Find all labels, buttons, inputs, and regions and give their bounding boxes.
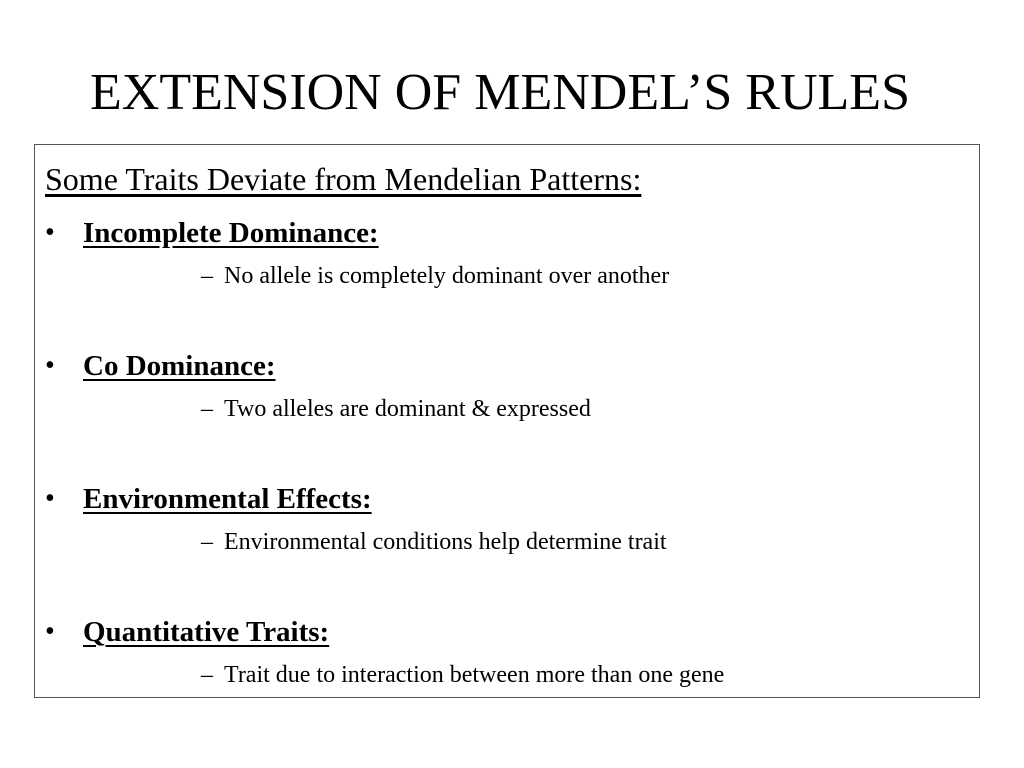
dash-icon: – <box>201 396 213 422</box>
bullet-label: Co Dominance: <box>83 350 276 382</box>
bullet-icon: • <box>45 616 55 647</box>
section-subtitle: Some Traits Deviate from Mendelian Patterns: <box>45 161 642 197</box>
sub-bullet-text: Two alleles are dominant & expressed <box>224 396 591 422</box>
sub-bullet-text: Environmental conditions help determine trait <box>224 529 667 555</box>
sub-bullet-text: No allele is completely dominant over another <box>224 263 670 289</box>
content-box <box>34 144 980 698</box>
sub-bullet-text: Trait due to interaction between more than one gene <box>224 662 725 688</box>
bullet-icon: • <box>45 350 55 381</box>
bullet-label: Incomplete Dominance: <box>83 217 379 249</box>
bullet-label: Quantitative Traits: <box>83 616 330 648</box>
dash-icon: – <box>201 529 213 555</box>
bullet-icon: • <box>45 217 55 248</box>
dash-icon: – <box>201 662 213 688</box>
bullet-icon: • <box>45 483 55 514</box>
bullet-label: Environmental Effects: <box>83 483 372 515</box>
dash-icon: – <box>201 263 213 289</box>
slide-title: EXTENSION OF MENDEL’S RULES <box>90 64 910 121</box>
